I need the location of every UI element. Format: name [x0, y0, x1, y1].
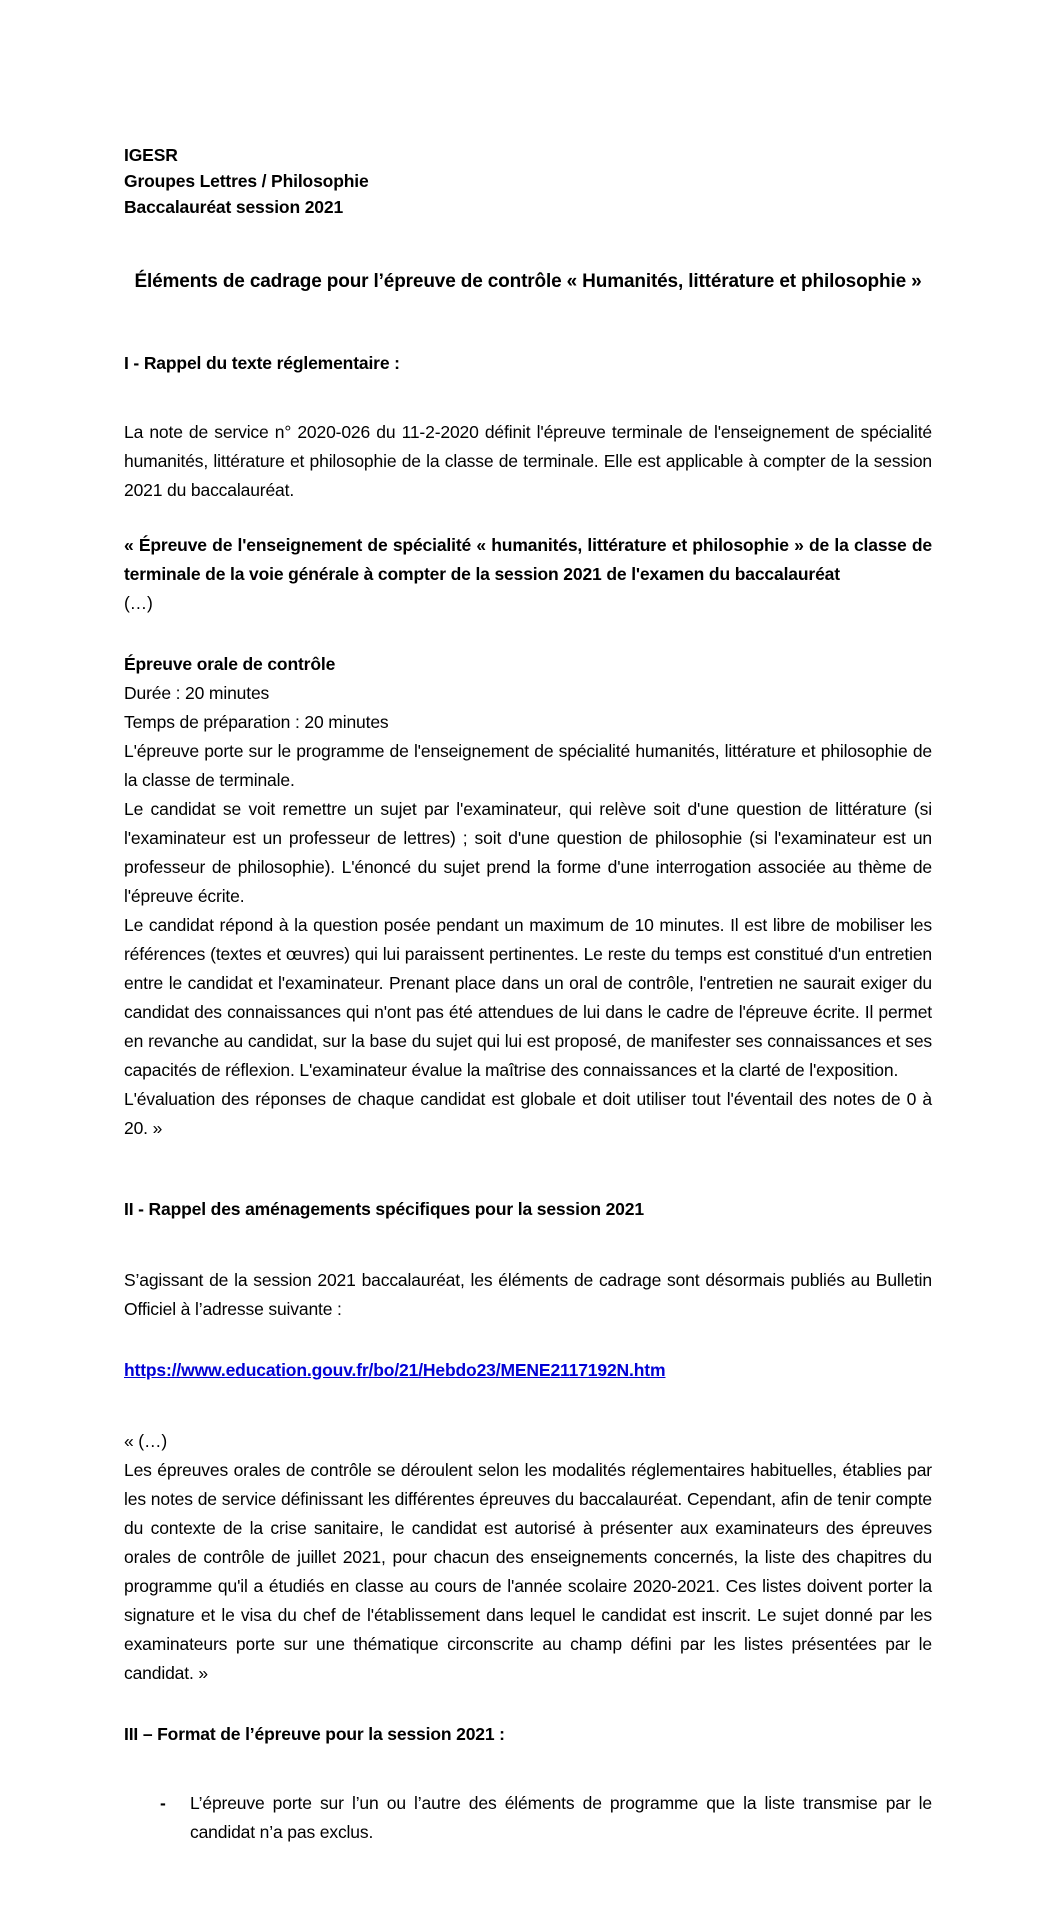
- paragraph-reponse: Le candidat répond à la question posée pendant un maximum de 10 minutes. Il est libre de mobiliser les références (textes et œuvres) qui lui paraissent pertinentes. Le reste du temps est constitué d'un entretien entre le candidat et l'examinateur. Prenant place dans un oral de contrôle, l'entretien ne saurait exiger du candidat des connaissances qui n'ont pas été attendues de lui dans le cadre de l'épreuve écrite. Il permet en revanche au candidat, sur la base du sujet qui lui est proposé, de manifester ses connaissances et ses capacités de réflexion. L'examinateur évalue la maîtrise des connaissances et la clarté de l'exposition.: [124, 915, 932, 1080]
- paragraph-modalites: Les épreuves orales de contrôle se déroulent selon les modalités réglementaires habituelles, établies par les notes de service définissant les différentes épreuves du baccalauréat. Cependant, afin de tenir compte du contexte de la crise sanitaire, le candidat est autorisé à présenter aux examinateurs des épreuves orales de contrôle de juillet 2021, pour chacun des enseignements concernés, la liste des chapitres du programme qu'il a étudiés en classe au cours de l'année scolaire 2020-2021. Ces listes doivent porter la signature et le visa du chef de l'établissement dans lequel le candidat est inscrit. Le sujet donné par les examinateurs porte sur une thématique circonscrite au champ défini par les listes présentées par le candidat. »: [124, 1460, 932, 1683]
- quote-block-modalites: [124, 1427, 932, 1688]
- bulletin-officiel-link-line: [124, 1356, 932, 1385]
- document-title: Éléments de cadrage pour l’épreuve de contrôle « Humanités, littérature et philosophie »: [134, 271, 922, 292]
- paragraph-evaluation: L'évaluation des réponses de chaque candidat est globale et doit utiliser tout l'éventail des notes de 0 à 20. »: [124, 1089, 932, 1138]
- section-format: [124, 1720, 932, 1847]
- bulletin-officiel-link[interactable]: https://www.education.gouv.fr/bo/21/Hebdo23/MENE2117192N.htm: [124, 1360, 666, 1380]
- quote-intro: « Épreuve de l'enseignement de spécialité « humanités, littérature et philosophie » de la classe de terminale de la voie générale à compter de la session 2021 de l'examen du baccalauréat: [124, 535, 932, 584]
- bullet-text: L’épreuve porte sur l’un ou l’autre des éléments de programme que la liste transmise par le candidat n’a pas exclus.: [190, 1793, 932, 1842]
- section-2-heading: II - Rappel des aménagements spécifiques pour la session 2021: [124, 1199, 644, 1219]
- line-duration: Durée : 20 minutes: [124, 683, 270, 703]
- section-3-heading: III – Format de l’épreuve pour la session 2021 :: [124, 1724, 505, 1744]
- document-header: [124, 142, 932, 220]
- list-item: [124, 1789, 932, 1847]
- header-group: Groupes Lettres / Philosophie: [124, 171, 369, 191]
- header-session: Baccalauréat session 2021: [124, 197, 344, 217]
- quote-block-intro: [124, 531, 932, 618]
- ellipsis-line: (…): [124, 593, 153, 613]
- paragraph-programme: L'épreuve porte sur le programme de l'enseignement de spécialité humanités, littérature et philosophie de la classe de terminale.: [124, 741, 932, 790]
- section-amenagements: [124, 1195, 932, 1688]
- paragraph-sujet: Le candidat se voit remettre un sujet par l'examinateur, qui relève soit d'une question de littérature (si l'examinateur est un professeur de lettres) ; soit d'une question de philosophie (si l'examinateur est un professeur de philosophie). L'énoncé du sujet prend la forme d'une interrogation associée au thème de l'épreuve écrite.: [124, 799, 932, 906]
- paragraph-note-service: La note de service n° 2020-026 du 11-2-2020 définit l'épreuve terminale de l'enseignement de spécialité humanités, littérature et philosophie de la classe de terminale. Elle est applicable à compter de la session 2021 du baccalauréat.: [124, 422, 932, 500]
- subheading-epreuve-orale: Épreuve orale de contrôle: [124, 654, 336, 674]
- oral-exam-block: [124, 650, 932, 1143]
- quote-open-line: « (…): [124, 1431, 168, 1451]
- section-reglementaire: [124, 349, 932, 1143]
- section-1-heading: I - Rappel du texte réglementaire :: [124, 353, 400, 373]
- line-prep-time: Temps de préparation : 20 minutes: [124, 712, 389, 732]
- bullet-dash: -: [160, 1793, 166, 1813]
- paragraph-publication: S’agissant de la session 2021 baccalauréat, les éléments de cadrage sont désormais publiés au Bulletin Officiel à l’adresse suivante :: [124, 1270, 932, 1319]
- header-org: IGESR: [124, 145, 178, 165]
